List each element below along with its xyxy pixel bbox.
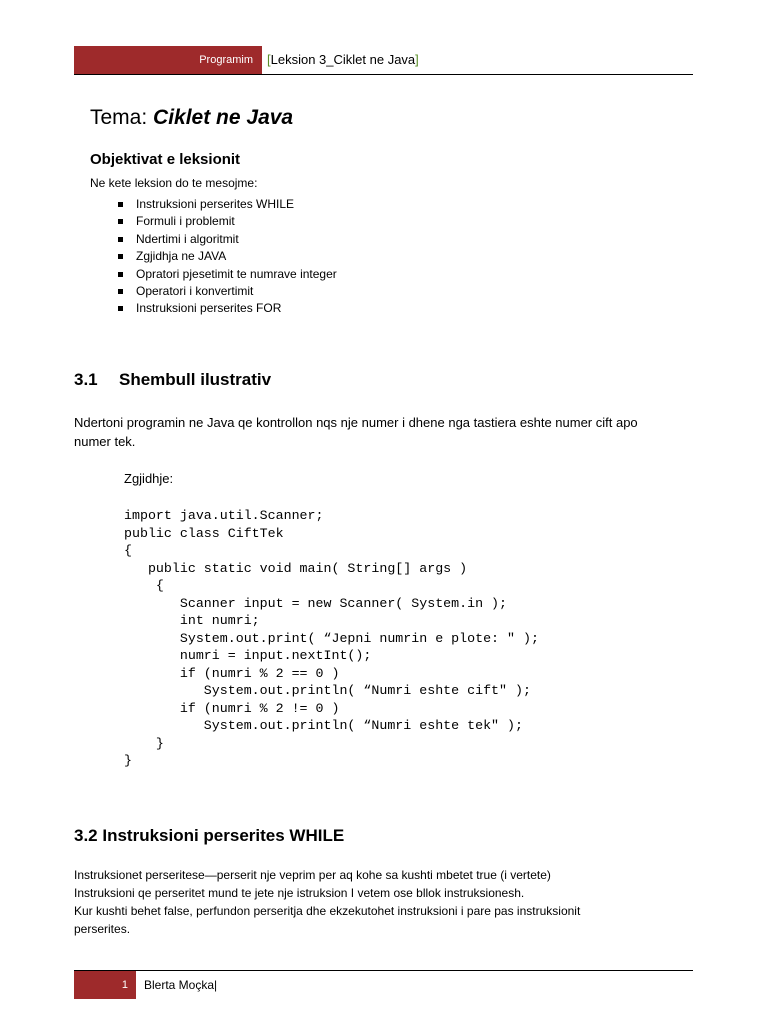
topic-heading	[90, 106, 293, 130]
code-line: {	[124, 578, 164, 593]
objectives-intro: Ne kete leksion do te mesojme:	[90, 176, 258, 190]
code-line: if (numri % 2 != 0 )	[124, 700, 340, 716]
objective-item: Instruksioni perserites FOR	[118, 300, 337, 317]
objectives-list	[118, 196, 337, 318]
objective-item: Formuli i problemit	[118, 213, 337, 230]
footer-author: Blerta Moçka|	[144, 978, 218, 992]
header-bracket-close: ]	[415, 52, 419, 67]
code-line: {	[124, 543, 132, 558]
page-number: 1	[121, 979, 128, 991]
section1-heading	[74, 370, 271, 390]
section2-line: Kur kushti behet false, perfundon perseritja dhe ekzekutohet instruksioni i pare pas instruksionit perserites.	[74, 904, 581, 936]
header-lesson-text: Leksion 3_Ciklet ne Java	[270, 52, 416, 67]
objective-item: Operatori i konvertimit	[118, 283, 337, 300]
section2-line: Instruksioni qe perseritet mund te jete nje istruksion I vetem ose bllok instruksionesh.	[74, 886, 525, 900]
objective-item: Opratori pjesetimit te numrave integer	[118, 266, 337, 283]
header-lesson-title	[267, 52, 419, 67]
code-line: Scanner input = new Scanner( System.in );	[124, 595, 508, 611]
code-line: numri = input.nextInt();	[124, 648, 372, 663]
code-line: public static void main( String[] args )	[124, 560, 468, 576]
code-line: int numri;	[124, 613, 260, 628]
footer-page-band	[74, 971, 136, 999]
topic-title: Ciklet ne Java	[153, 106, 294, 129]
header-section-band	[74, 46, 262, 74]
code-line: System.out.println( “Numri eshte cift" );	[124, 683, 531, 698]
section1-paragraph: Ndertoni programin ne Java qe kontrollon nqs nje numer i dhene nga tastiera eshte numer cift apo numer tek.	[74, 415, 638, 449]
code-line: System.out.println( “Numri eshte tek" );	[124, 718, 523, 733]
objective-item: Instruksioni perserites WHILE	[118, 196, 337, 213]
objectives-heading: Objektivat e leksionit	[90, 151, 241, 168]
code-line: }	[124, 735, 164, 751]
code-line: if (numri % 2 == 0 )	[124, 665, 340, 681]
code-line: System.out.print( “Jepni numrin e plote: " );	[124, 630, 539, 646]
solution-label: Zgjidhje:	[124, 471, 174, 486]
topic-label: Tema:	[90, 106, 154, 129]
code-line: }	[124, 753, 132, 768]
header-bracket-open: [	[267, 52, 271, 67]
header-section-label: Programim	[199, 54, 253, 66]
objective-item: Ndertimi i algoritmit	[118, 231, 337, 248]
footer-rule	[74, 970, 693, 971]
section2-heading: 3.2 Instruksioni perserites WHILE	[74, 826, 345, 845]
section1-title: Shembull ilustrativ	[119, 370, 272, 389]
section2-paragraph	[74, 866, 634, 938]
code-line: public class CiftTek	[124, 525, 284, 541]
code-block	[124, 507, 539, 770]
code-line: import java.util.Scanner;	[124, 508, 324, 523]
section2-line: Instruksionet perseritese—perserit nje veprim per aq kohe sa kushti mbetet true (i vertete)	[74, 868, 551, 882]
header-rule	[74, 74, 693, 75]
objective-item: Zgjidhja ne JAVA	[118, 248, 337, 265]
section1-number: 3.1	[74, 370, 98, 389]
